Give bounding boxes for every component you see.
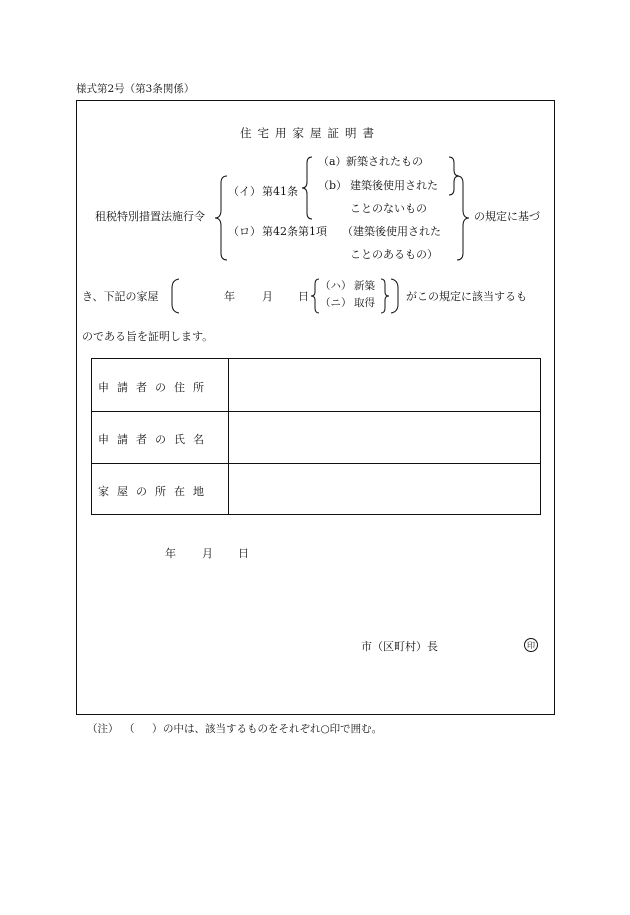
applicant-name-label: 申請者の氏名 [98, 433, 212, 446]
law-right-brace [456, 175, 470, 261]
option-ha-text: 新築 [354, 280, 375, 292]
cert-year-label: 年 [165, 547, 176, 560]
table-label-cell [92, 411, 229, 463]
applicant-address-label: 申請者の住所 [98, 381, 212, 394]
note-paren-close: ） [152, 723, 163, 735]
option-a-text: 新築されたもの [346, 155, 423, 168]
table-row-address [92, 359, 540, 412]
option-ro-text-1: （建築後使用された [342, 225, 441, 238]
certify-statement: のである旨を証明します。 [82, 330, 214, 343]
signer-title: 市（区町村）長 [361, 640, 438, 653]
form-number-label: 様式第2号（第3条関係） [76, 83, 195, 95]
option-b-mark: （b） [318, 179, 348, 192]
note-label: （注） [87, 723, 119, 735]
house-line-suffix: がこの規定に該当するも [406, 290, 527, 303]
option-ni-text: 取得 [354, 297, 375, 309]
option-b-text-2: ことのないもの [350, 202, 427, 215]
applicant-info-table [91, 358, 541, 515]
house-month-label: 月 [262, 290, 273, 303]
note-text: の中は、該当するものをそれぞれ○印で囲む。 [163, 723, 383, 735]
seal-mark [524, 638, 538, 652]
option-ha-mark: （ハ） [320, 280, 352, 292]
option-ro-text-2: ことのあるもの） [350, 248, 438, 261]
option-a-mark: （a） [318, 155, 347, 168]
law-name: 租税特別措置法施行令 [95, 210, 205, 223]
date-right-bracket [390, 278, 400, 314]
house-year-label: 年 [224, 290, 235, 303]
option-ro-mark: （ロ） [228, 225, 261, 238]
date-left-bracket [170, 278, 180, 314]
table-label-cell [92, 359, 229, 411]
article41-left-brace [301, 156, 313, 220]
type-left-brace [310, 278, 320, 314]
house-line-prefix: き、下記の家屋 [82, 290, 159, 303]
applicant-address-field[interactable] [229, 359, 540, 411]
option-b-text-1: 建築後使用された [350, 179, 438, 192]
house-location-field[interactable] [229, 463, 540, 515]
type-right-brace [380, 278, 390, 314]
option-ni-mark: （ニ） [320, 297, 352, 309]
house-location-label: 家屋の所在地 [98, 485, 212, 498]
law-tail-text: の規定に基づ [474, 210, 540, 223]
option-ro-article: 第42条第1項 [262, 225, 327, 238]
table-row-name [92, 411, 540, 464]
seal-character: 印 [527, 641, 535, 650]
table-row-location [92, 463, 540, 515]
table-label-cell [92, 463, 229, 515]
option-i-mark: （イ） [228, 185, 261, 198]
applicant-name-field[interactable] [229, 411, 540, 463]
document-title: 住宅用家屋証明書 [240, 126, 380, 140]
cert-day-label: 日 [238, 547, 249, 560]
cert-month-label: 月 [202, 547, 213, 560]
law-left-brace [214, 175, 228, 261]
house-day-label: 日 [298, 290, 309, 303]
note-paren-open: （ [124, 723, 135, 735]
option-i-article: 第41条 [262, 185, 298, 198]
